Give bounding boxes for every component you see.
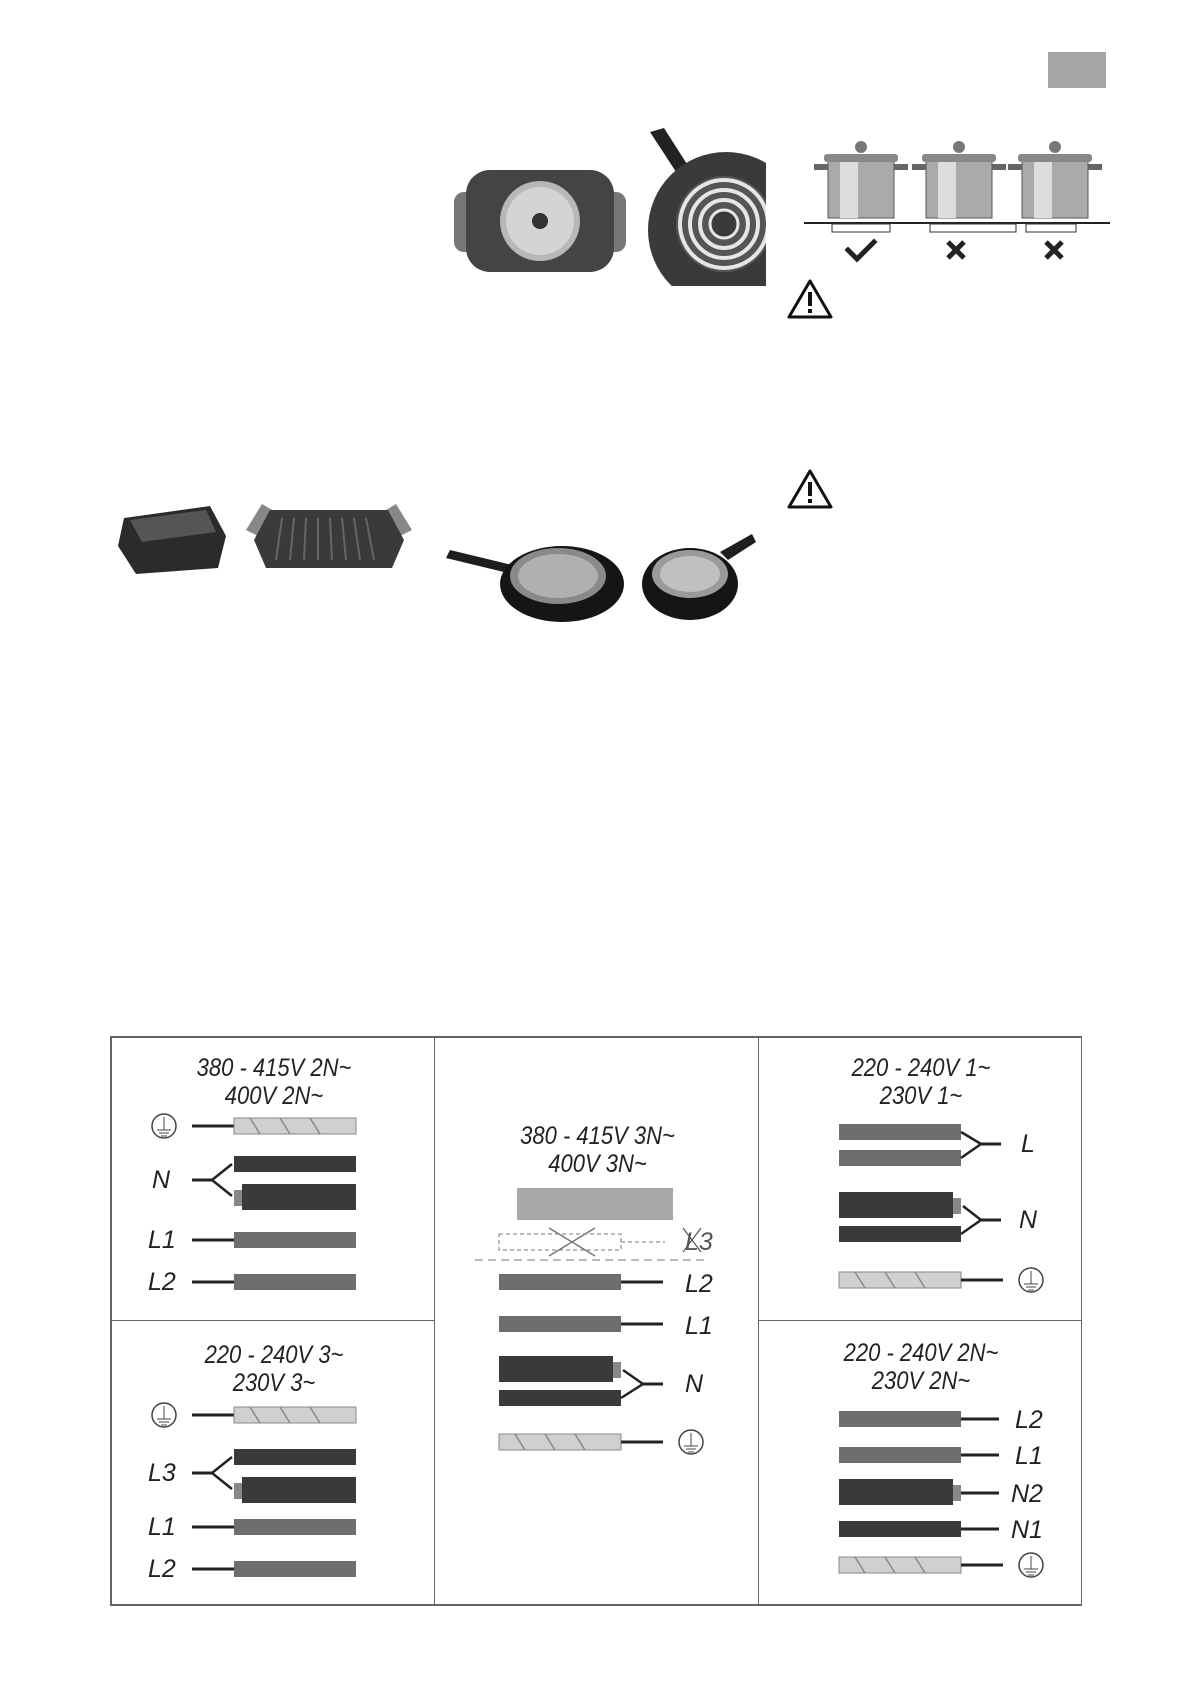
- wiring-diagram-1: [759, 1038, 1083, 1322]
- grill-plate-image: [242, 500, 416, 576]
- wire-label-n: N: [152, 1166, 171, 1194]
- warning-triangle-icon: [786, 468, 834, 510]
- redacted-block: [517, 1188, 673, 1220]
- earth-wire: [839, 1557, 961, 1573]
- l1-wire: [499, 1316, 621, 1332]
- earth-wire: [234, 1407, 356, 1423]
- removed-l3-wire: [475, 1228, 707, 1260]
- earth-ground-icon: [1019, 1268, 1043, 1292]
- pot-offset-1: [912, 141, 1016, 232]
- wire-label-l2: L2: [1015, 1406, 1043, 1434]
- frying-pan-base-image: [446, 532, 626, 624]
- frying-pan-side-image: [640, 530, 760, 622]
- wire-label-l2: L2: [148, 1268, 176, 1296]
- earth-ground-icon: [1019, 1553, 1043, 1577]
- wire-label-l1: L1: [685, 1312, 713, 1340]
- page-section-tab: [1048, 52, 1106, 88]
- voltage-label-line1: 380 - 415V 3N~: [520, 1122, 675, 1150]
- wiring-diagrams-table: [110, 1036, 1082, 1606]
- neutral-wire: [234, 1156, 356, 1172]
- l1-wire: [234, 1519, 356, 1535]
- wiring-diagram-3: [112, 1321, 436, 1606]
- neutral-wire: [839, 1192, 953, 1218]
- l2-wire: [234, 1274, 356, 1290]
- wiring-cell-3-230v: [111, 1320, 435, 1605]
- voltage-label-line2: 230V 2N~: [871, 1367, 971, 1395]
- check-mark-icon: [848, 242, 874, 259]
- voltage-label-line2: 400V 3N~: [548, 1150, 647, 1178]
- wire-label-n2: N2: [1011, 1480, 1043, 1508]
- live-wire: [839, 1150, 961, 1166]
- earth-ground-icon: [152, 1114, 176, 1138]
- wire-label-l1: L1: [1015, 1442, 1043, 1470]
- wire-label-l2: L2: [148, 1555, 176, 1583]
- l3-wire: [242, 1477, 356, 1503]
- wire-label-l1: L1: [148, 1226, 176, 1254]
- neutral-wire: [242, 1184, 356, 1210]
- neutral-wire: [839, 1226, 961, 1242]
- wiring-diagram-2n: [112, 1038, 436, 1322]
- voltage-label-line2: 400V 2N~: [224, 1082, 324, 1110]
- l2-wire: [499, 1274, 621, 1290]
- l1-wire: [234, 1232, 356, 1248]
- wire-label-n: N: [685, 1370, 704, 1398]
- wiring-diagram-3n: [435, 1038, 760, 1606]
- warning-triangle-icon: [786, 278, 834, 320]
- voltage-label-line1: 220 - 240V 1~: [851, 1054, 991, 1082]
- wire-label-l: L: [1021, 1130, 1035, 1158]
- pot-offset-2: [1008, 141, 1102, 232]
- l1-wire: [839, 1447, 961, 1463]
- l3-wire: [234, 1449, 356, 1465]
- earth-ground-icon: [679, 1430, 703, 1454]
- wiring-cell-1-230v: [758, 1037, 1082, 1321]
- wire-label-n: N: [1019, 1206, 1038, 1234]
- l2-wire: [839, 1411, 961, 1427]
- l2-wire: [234, 1561, 356, 1577]
- wire-label-n1: N1: [1011, 1516, 1043, 1544]
- wiring-cell-2n-400v: [111, 1037, 435, 1321]
- cross-mark-icon: [1046, 242, 1062, 258]
- pot-placement-diagram: [800, 138, 1114, 268]
- pot-centered: [814, 141, 908, 232]
- frying-pan-rings-image: [640, 128, 766, 286]
- voltage-label-line2: 230V 3~: [232, 1369, 316, 1397]
- n2-wire: [839, 1479, 953, 1505]
- voltage-label-line1: 380 - 415V 2N~: [196, 1054, 352, 1082]
- earth-wire: [499, 1434, 621, 1450]
- n1-wire: [839, 1521, 961, 1537]
- wire-label-l3: L3: [685, 1228, 713, 1256]
- wire-label-l2: L2: [685, 1270, 713, 1298]
- voltage-label-line2: 230V 1~: [879, 1082, 963, 1110]
- voltage-label-line1: 220 - 240V 2N~: [843, 1339, 999, 1367]
- wire-label-l3: L3: [148, 1459, 176, 1487]
- wiring-cell-2n-230v: [758, 1320, 1082, 1605]
- cross-mark-icon: [948, 242, 964, 258]
- neutral-wire: [499, 1390, 621, 1406]
- wiring-diagram-2n-230: [759, 1321, 1083, 1606]
- wire-label-l1: L1: [148, 1513, 176, 1541]
- roasting-dish-image: [114, 496, 230, 578]
- grill-pan-base-image: [452, 160, 628, 280]
- voltage-label-line1: 220 - 240V 3~: [204, 1341, 344, 1369]
- earth-wire: [839, 1272, 961, 1288]
- earth-wire: [234, 1118, 356, 1134]
- neutral-wire: [499, 1356, 613, 1382]
- wiring-cell-3n-400v: [434, 1037, 759, 1605]
- earth-ground-icon: [152, 1403, 176, 1427]
- live-wire: [839, 1124, 961, 1140]
